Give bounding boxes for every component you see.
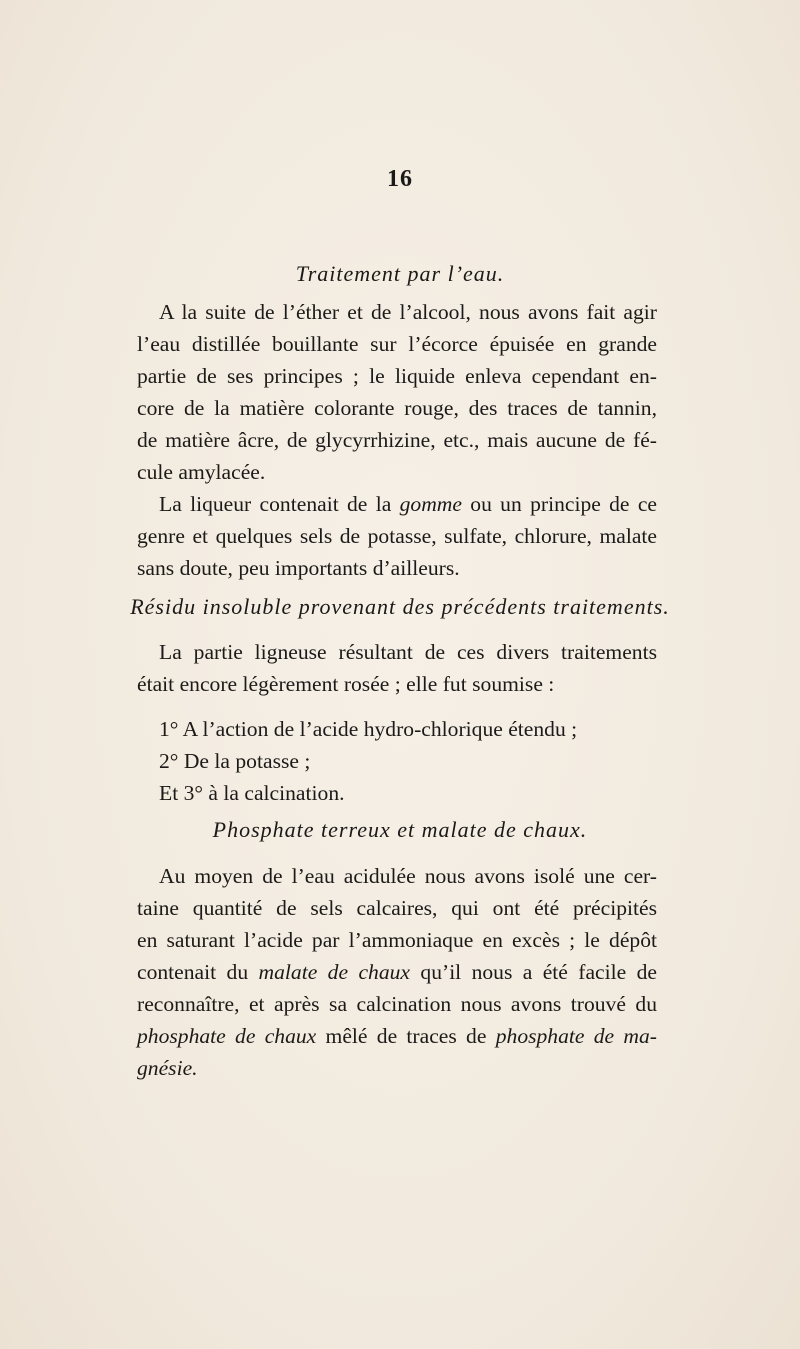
italic-term: malate de chaux: [258, 960, 411, 984]
section-heading-phosphate: Phosphate terreux et malate de chaux.: [212, 817, 588, 842]
paragraph-woody-part: [137, 636, 657, 700]
text-line: genre et quelques sels de potasse, sulfate, chlorure, malate: [137, 524, 657, 548]
text-line: A la suite de l’éther et de l’alcool, nous avons fait agir: [159, 300, 657, 324]
italic-term: gnésie.: [137, 1056, 198, 1080]
text-line: de matière âcre, de glycyrrhizine, etc., mais aucune de fé-: [137, 428, 657, 452]
text-line: cule amylacée.: [137, 460, 266, 484]
text-line: La liqueur contenait de la gomme ou un principe de ce: [159, 492, 657, 516]
text-line: sans doute, peu importants d’ailleurs.: [137, 556, 460, 580]
text-line: Au moyen de l’eau acidulée nous avons isolé une cer-: [159, 864, 657, 888]
text-line: l’eau distillée bouillante sur l’écorce épuisée en grande: [137, 332, 657, 356]
list-item: 1° A l’action de l’acide hydro-chlorique étendu ;: [159, 717, 578, 741]
text-line: core de la matière colorante rouge, des traces de tannin,: [137, 396, 657, 420]
text-line: était encore légèrement rosée ; elle fut soumise :: [137, 672, 555, 696]
section-heading-water-treatment: Traitement par l’eau.: [295, 261, 505, 286]
italic-term: phosphate de chaux: [137, 1024, 317, 1048]
list-item: Et 3° à la calcination.: [159, 781, 345, 805]
text-line: contenait du malate de chaux qu’il nous a été facile de: [137, 960, 657, 984]
paragraph-water-treatment: [137, 296, 657, 488]
text-line: en saturant l’acide par l’ammoniaque en excès ; le dépôt: [137, 928, 657, 952]
paragraph-liquor-content: [137, 488, 657, 584]
text-line: taine quantité de sels calcaires, qui ont été précipités: [137, 896, 657, 920]
list-item: 2° De la potasse ;: [159, 749, 311, 773]
paragraph-phosphate: [137, 860, 657, 1084]
page-number: 16: [387, 166, 413, 192]
italic-term: gomme: [399, 492, 462, 516]
text-line: reconnaître, et après sa calcination nous avons trouvé du: [137, 992, 657, 1016]
italic-term: phosphate de ma-: [495, 1024, 657, 1048]
text-line: phosphate de chaux mêlé de traces de phosphate de ma-: [137, 1024, 657, 1048]
section-heading-insoluble-residue: Résidu insoluble provenant des précédents traitements.: [130, 594, 670, 619]
text-line: partie de ses principes ; le liquide enleva cependant en-: [137, 364, 657, 388]
text-line: [137, 1052, 657, 1084]
treatment-list: [137, 713, 657, 809]
text-line: La partie ligneuse résultant de ces divers traitements: [159, 640, 657, 664]
